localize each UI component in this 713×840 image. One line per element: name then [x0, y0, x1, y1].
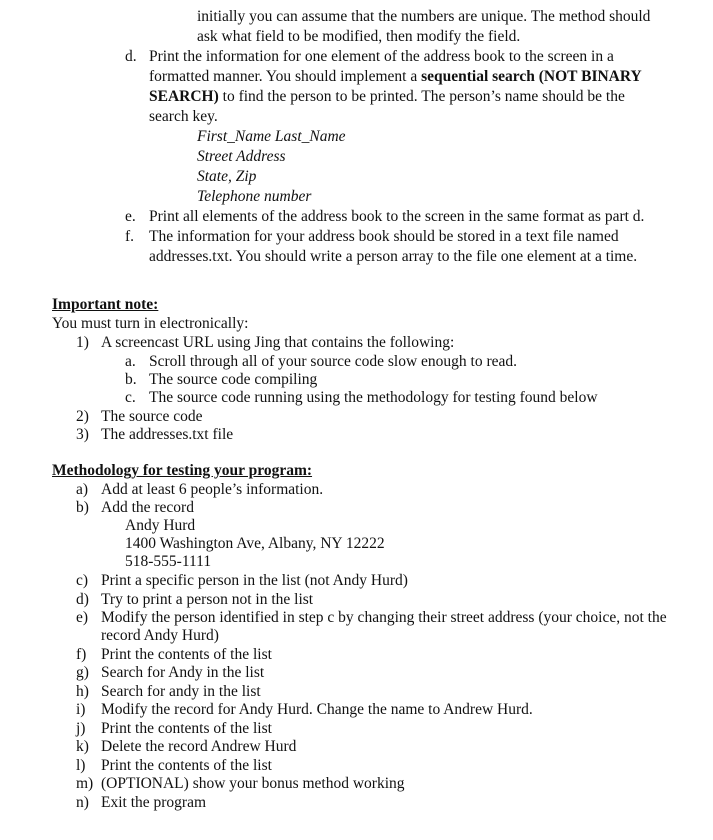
important-subitem-b-marker: b.: [125, 371, 137, 388]
format-street-address: [197, 147, 286, 166]
item-d-line-2: [149, 67, 642, 86]
method-item-b-text: Add the record: [101, 499, 194, 516]
method-item-g-text: Search for Andy in the list: [101, 664, 265, 681]
method-item-f-marker: f): [76, 646, 87, 663]
item-d-line-2-text: formatted manner. You should implement a: [149, 68, 422, 85]
format-state-zip-text: State, Zip: [197, 168, 257, 185]
method-item-i-text: Modify the record for Andy Hurd. Change the name to Andrew Hurd.: [101, 701, 533, 718]
important-item-2-marker: 2): [76, 408, 89, 425]
method-item-f-text: Print the contents of the list: [101, 646, 272, 663]
method-item-b-marker: b): [76, 499, 89, 516]
important-item-2-text: The source code: [101, 408, 203, 425]
important-subitem-b-text: The source code compiling: [149, 371, 318, 388]
important-item-1-text: A screencast URL using Jing that contains the following:: [101, 334, 455, 351]
format-telephone-text: Telephone number: [197, 188, 312, 205]
item-e-marker: e.: [125, 208, 136, 225]
method-item-j-marker: j): [76, 720, 86, 737]
format-first-last-name: [197, 127, 346, 146]
method-item-n-marker: n): [76, 794, 89, 811]
important-item-3-marker: 3): [76, 426, 89, 443]
item-d-line-3-bold: SEARCH): [149, 88, 219, 105]
item-c-line-2: ask what field to be modified, then modify the field.: [197, 28, 521, 45]
item-e-text: Print all elements of the address book to the screen in the same format as part d.: [149, 208, 645, 225]
method-item-k-text: Delete the record Andrew Hurd: [101, 738, 297, 755]
method-item-h-text: Search for andy in the list: [101, 683, 261, 700]
important-item-3-text: The addresses.txt file: [101, 426, 234, 443]
method-item-g-marker: g): [76, 664, 89, 681]
method-item-e-cont: record Andy Hurd): [101, 627, 219, 644]
format-telephone: [197, 187, 311, 206]
item-c-line-1: initially you can assume that the numbers are unique. The method should: [197, 8, 651, 25]
item-f-line-1: The information for your address book should be stored in a text file named: [149, 228, 619, 245]
item-d-line-4: search key.: [149, 108, 218, 125]
method-item-k-marker: k): [76, 738, 89, 755]
method-item-d-marker: d): [76, 591, 89, 608]
method-item-h-marker: h): [76, 683, 89, 700]
method-item-e-text: Modify the person identified in step c by changing their street address (your choice, not the: [101, 609, 667, 626]
method-item-a-text: Add at least 6 people’s information.: [101, 481, 324, 498]
important-item-1-marker: 1): [76, 334, 89, 351]
record-name: Andy Hurd: [125, 517, 196, 534]
item-d-line-3: [149, 87, 625, 106]
format-state-zip: [197, 167, 256, 186]
item-d-line-3-text: to find the person to be printed. The person’s name should be the: [218, 88, 625, 105]
method-item-a-marker: a): [76, 481, 89, 498]
method-item-i-marker: i): [76, 701, 86, 718]
method-item-c-marker: c): [76, 572, 89, 589]
important-subitem-c-marker: c.: [125, 389, 136, 406]
item-d-line-2-bold: sequential search (NOT BINARY: [421, 68, 642, 85]
method-item-d-text: Try to print a person not in the list: [101, 591, 314, 608]
format-street-address-text: Street Address: [197, 148, 286, 165]
method-item-l-text: Print the contents of the list: [101, 757, 272, 774]
methodology-heading: Methodology for testing your program:: [52, 462, 313, 479]
method-item-m-text: (OPTIONAL) show your bonus method working: [101, 775, 405, 792]
important-subitem-c-text: The source code running using the methodology for testing found below: [149, 389, 598, 406]
method-item-m-marker: m): [76, 775, 94, 792]
method-item-e-marker: e): [76, 609, 89, 626]
format-first-last-name-text: First_Name Last_Name: [197, 128, 346, 145]
item-d-line-1: Print the information for one element of the address book to the screen in a: [149, 48, 614, 65]
item-f-marker: f.: [125, 228, 135, 245]
item-d-marker: d.: [125, 48, 137, 65]
important-subitem-a-marker: a.: [125, 353, 136, 370]
important-note-heading: Important note:: [52, 296, 159, 313]
item-f-line-2: addresses.txt. You should write a person array to the file one element at a time.: [149, 248, 638, 265]
record-address: 1400 Washington Ave, Albany, NY 12222: [125, 535, 385, 552]
important-intro: You must turn in electronically:: [52, 315, 249, 332]
method-item-l-marker: l): [76, 757, 86, 774]
method-item-n-text: Exit the program: [101, 794, 207, 811]
method-item-j-text: Print the contents of the list: [101, 720, 272, 737]
method-item-c-text: Print a specific person in the list (not Andy Hurd): [101, 572, 408, 589]
important-subitem-a-text: Scroll through all of your source code slow enough to read.: [149, 353, 518, 370]
record-phone: 518-555-1111: [125, 553, 212, 570]
